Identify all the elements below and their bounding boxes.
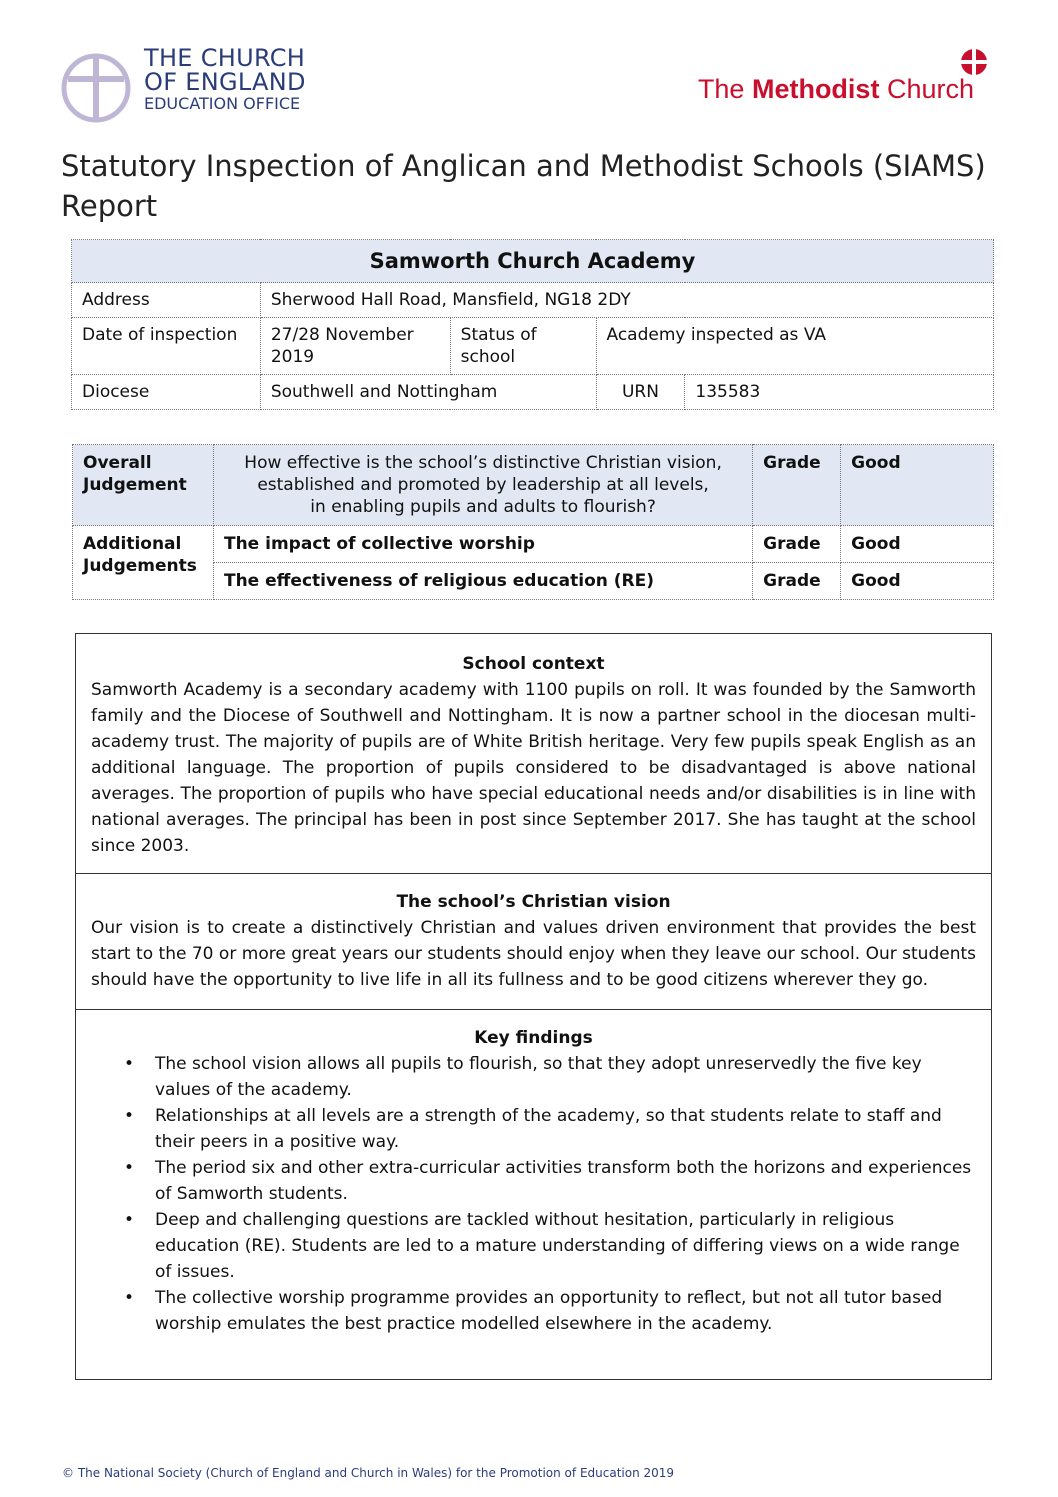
urn-value: 135583 [685,375,994,410]
diocese-label: Diocese [72,375,261,410]
school-context-heading: School context [462,654,605,674]
date-label: Date of inspection [72,318,261,375]
worship-grade-label: Grade [753,526,841,563]
church-of-england-logo [60,46,360,126]
school-context-text: Samworth Academy is a secondary academy with 1100 pupils on roll. It was founded by the Samworth family and the Diocese of Southwell and Nottingham. It is now a partner school in the diocesan multi-academy trust. The majority of pupils are of White British heritage. Very few pupils speak English as an additional language. The proportion of pupils considered to be disadvantaged is above national averages. The proportion of pupils who have special educational needs and/or disabilities is in line with national averages. The principal has been in post since September 2017. She has taught at the school since 2003. [91,680,976,856]
additional-judgements-label: Additional Judgements [73,526,214,600]
overall-judgement-label: Overall Judgement [73,445,214,526]
school-info-table [71,239,994,410]
logo-line-1: THE CHURCH [144,44,306,72]
re-grade-label: Grade [753,563,841,600]
logo-bold-word: Methodist [751,74,880,104]
logo-line-3: EDUCATION OFFICE [144,94,301,113]
diocese-value: Southwell and Nottingham [260,375,596,410]
christian-vision-heading: The school’s Christian vision [396,892,671,912]
key-findings-list [91,1051,976,1337]
key-findings-section [75,1009,992,1380]
status-value: Academy inspected as VA [596,318,994,375]
address-value: Sherwood Hall Road, Mansfield, NG18 2DY [260,283,993,318]
judgements-table [72,444,994,600]
methodist-church-logo: The Methodist Church [697,74,974,104]
urn-label: URN [596,375,685,410]
list-item: • The school vision allows all pupils to flourish, so that they adopt unreservedly the five key values of the academy. [155,1051,976,1103]
date-value: 27/28 November 2019 [260,318,450,375]
list-item: • Deep and challenging questions are tackled without hesitation, particularly in religious education (RE). Students are led to a mature understanding of differing views on a wide range of issues. [155,1207,976,1285]
status-label: Status of school [450,318,596,375]
address-label: Address [72,283,261,318]
school-name: Samworth Church Academy [72,240,994,283]
re-label: The effectiveness of religious education (RE) [213,563,752,600]
orb-cross-icon [960,48,988,76]
overall-grade: Good [841,445,994,526]
copyright-footer: © The National Society (Church of England and Church in Wales) for the Promotion of Education 2019 [62,1466,675,1480]
page-title: Statutory Inspection of Anglican and Methodist Schools (SIAMS) Report [61,149,986,223]
list-item: • The collective worship programme provides an opportunity to reflect, but not all tutor based worship emulates the best practice modelled elsewhere in the academy. [155,1285,976,1337]
christian-vision-text: Our vision is to create a distinctively Christian and values driven environment that provides the best start to the 70 or more great years our students should enjoy when they leave our school. Our students should have the opportunity to live life in all its fullness and to be good citizens wherever they go. [91,918,976,990]
list-item: • The period six and other extra-curricular activities transform both the horizons and experiences of Samworth students. [155,1155,976,1207]
christian-vision-section [75,873,992,1010]
cross-circle-icon [60,52,132,124]
worship-grade: Good [841,526,994,563]
key-findings-heading: Key findings [474,1028,593,1048]
overall-question: How effective is the school’s distinctive Christian vision, established and promoted by leadership at all levels, in enabling pupils and adults to flourish? [213,445,752,526]
worship-label: The impact of collective worship [213,526,752,563]
logo-line-2: OF ENGLAND [144,68,306,96]
re-grade: Good [841,563,994,600]
list-item: • Relationships at all levels are a strength of the academy, so that students relate to staff and their peers in a positive way. [155,1103,976,1155]
overall-grade-label: Grade [753,445,841,526]
school-context-section [75,633,992,874]
